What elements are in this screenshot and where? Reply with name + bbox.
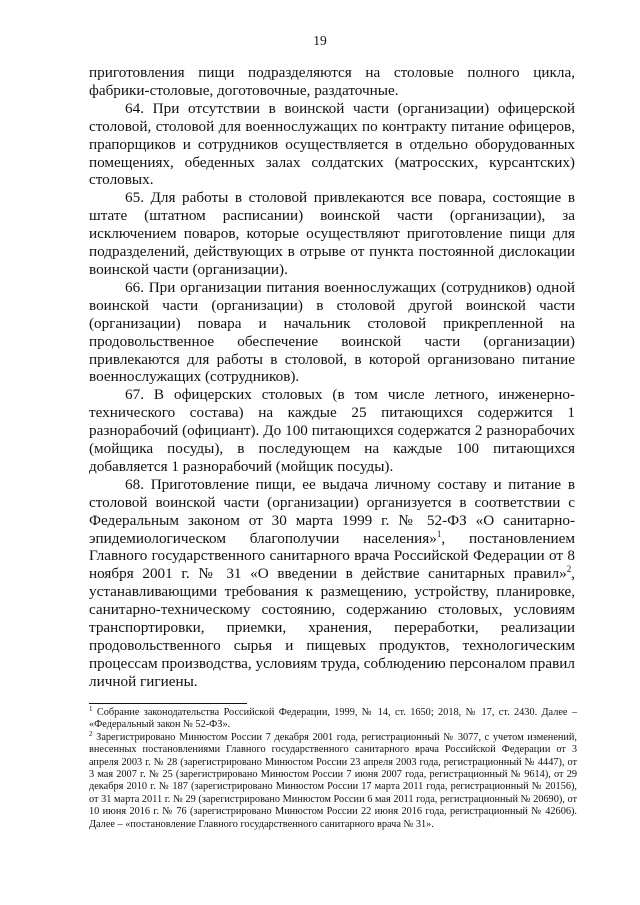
footnote-ref-2: 2	[566, 564, 572, 575]
footnote-2	[89, 729, 577, 831]
paragraph-68-part-2: , постановлением Главного государственного санитарного врача Российской Федерации от 8 ноября 2001 г. № 31 «О введении в действие санитарных правил»	[89, 529, 575, 583]
paragraph-68	[89, 476, 575, 691]
footnote-ref-1: 1	[436, 528, 442, 539]
document-body	[89, 64, 575, 691]
footnote-2-mark: 2	[89, 729, 93, 738]
footnote-1	[89, 707, 577, 732]
footnote-1-mark: 1	[89, 705, 93, 713]
paragraph-65: 65. Для работы в столовой привлекаются все повара, состоящие в штате (штатном расписании) воинской части (организации), за исключением поваров, которые осуществляют приготовление пищи для подразделений, действующих в отрыве от пункта постоянной дислокации воинской части (организации).	[89, 189, 575, 278]
footnote-2-text: Зарегистрировано Минюстом России 7 декабря 2001 года, регистрационный № 3077, с учетом изменений, внесенных постановлениями Главного государственного санитарного врача Российской Федерации от 3 апреля 2003 г. № 28 (зарегистрировано Минюстом России 23 апреля 2003 года, регистрационный № 4447), от 3 мая 2007 г. № 25 (зарегистрировано Минюстом России 7 июня 2007 года, регистрационный № 9614), от 29 декабря 2010 г. № 187 (зарегистрировано Минюстом России 17 марта 2011 года, регистрационный № 20156), от 31 марта 2011 г. № 29 (зарегистрировано Минюстом России 6 мая 2011 года, регистрационный № 20690), от 10 июня 2016 г. № 76 (зарегистрировано Минюстом России 22 июня 2016 года, регистрационный № 42606). Далее – «постановление Главного государственного санитарного врача № 31».	[89, 731, 577, 830]
paragraph-68-part-1: 68. Приготовление пищи, ее выдача личному составу и питание в столовой воинской части (организации) организуется в соответствии с Федеральным законом от 30 марта 1999 г. № 52-ФЗ «О санитарно-эпидемиологическом благополучии населения»	[89, 475, 575, 547]
paragraph-68-part-3: , устанавливающими требования к размещению, устройству, планировке, санитарно-техническому состоянию, содержанию столовых, условиям транспортировки, приемки, хранения, переработки, реализации продовольственного сырья и пищевых продуктов, технологическим процессам производства, условиям труда, соблюдению персоналом правил личной гигиены.	[89, 565, 575, 690]
footnote-divider	[89, 703, 247, 704]
paragraph-64: 64. При отсутствии в воинской части (организации) офицерской столовой, столовой для военнослужащих по контракту питание офицеров, прапорщиков и сотрудников осуществляется в отдельно оборудованных помещениях, обеденных залах солдатских (матросских, курсантских) столовых.	[89, 99, 575, 189]
paragraph-continuation: приготовления пищи подразделяются на столовые полного цикла, фабрики-столовые, доготовочные, раздаточные.	[89, 64, 575, 99]
paragraph-67: 67. В офицерских столовых (в том числе летного, инженерно-технического состава) на каждые 25 питающихся содержится 1 разнорабочий (официант). До 100 питающихся содержатся 2 разнорабочих (мойщика посуды), в последующем на каждые 100 питающихся добавляется 1 разнорабочий (мойщик посуды).	[89, 386, 575, 475]
paragraph-66: 66. При организации питания военнослужащих (сотрудников) одной воинской части (организации) в столовой другой воинской части (организации) повара и начальник столовой прикрепленной на продовольственное обеспечение воинской части (организации) привлекаются для работы в столовой, в которой организовано питание военнослужащих (сотрудников).	[89, 278, 575, 386]
page-number: 19	[313, 33, 327, 48]
footnote-1-text: Собрание законодательства Российской Федерации, 1999, № 14, ст. 1650; 2018, № 17, ст. 2430. Далее – «Федеральный закон № 52-ФЗ».	[89, 707, 577, 731]
footnotes	[89, 707, 577, 831]
